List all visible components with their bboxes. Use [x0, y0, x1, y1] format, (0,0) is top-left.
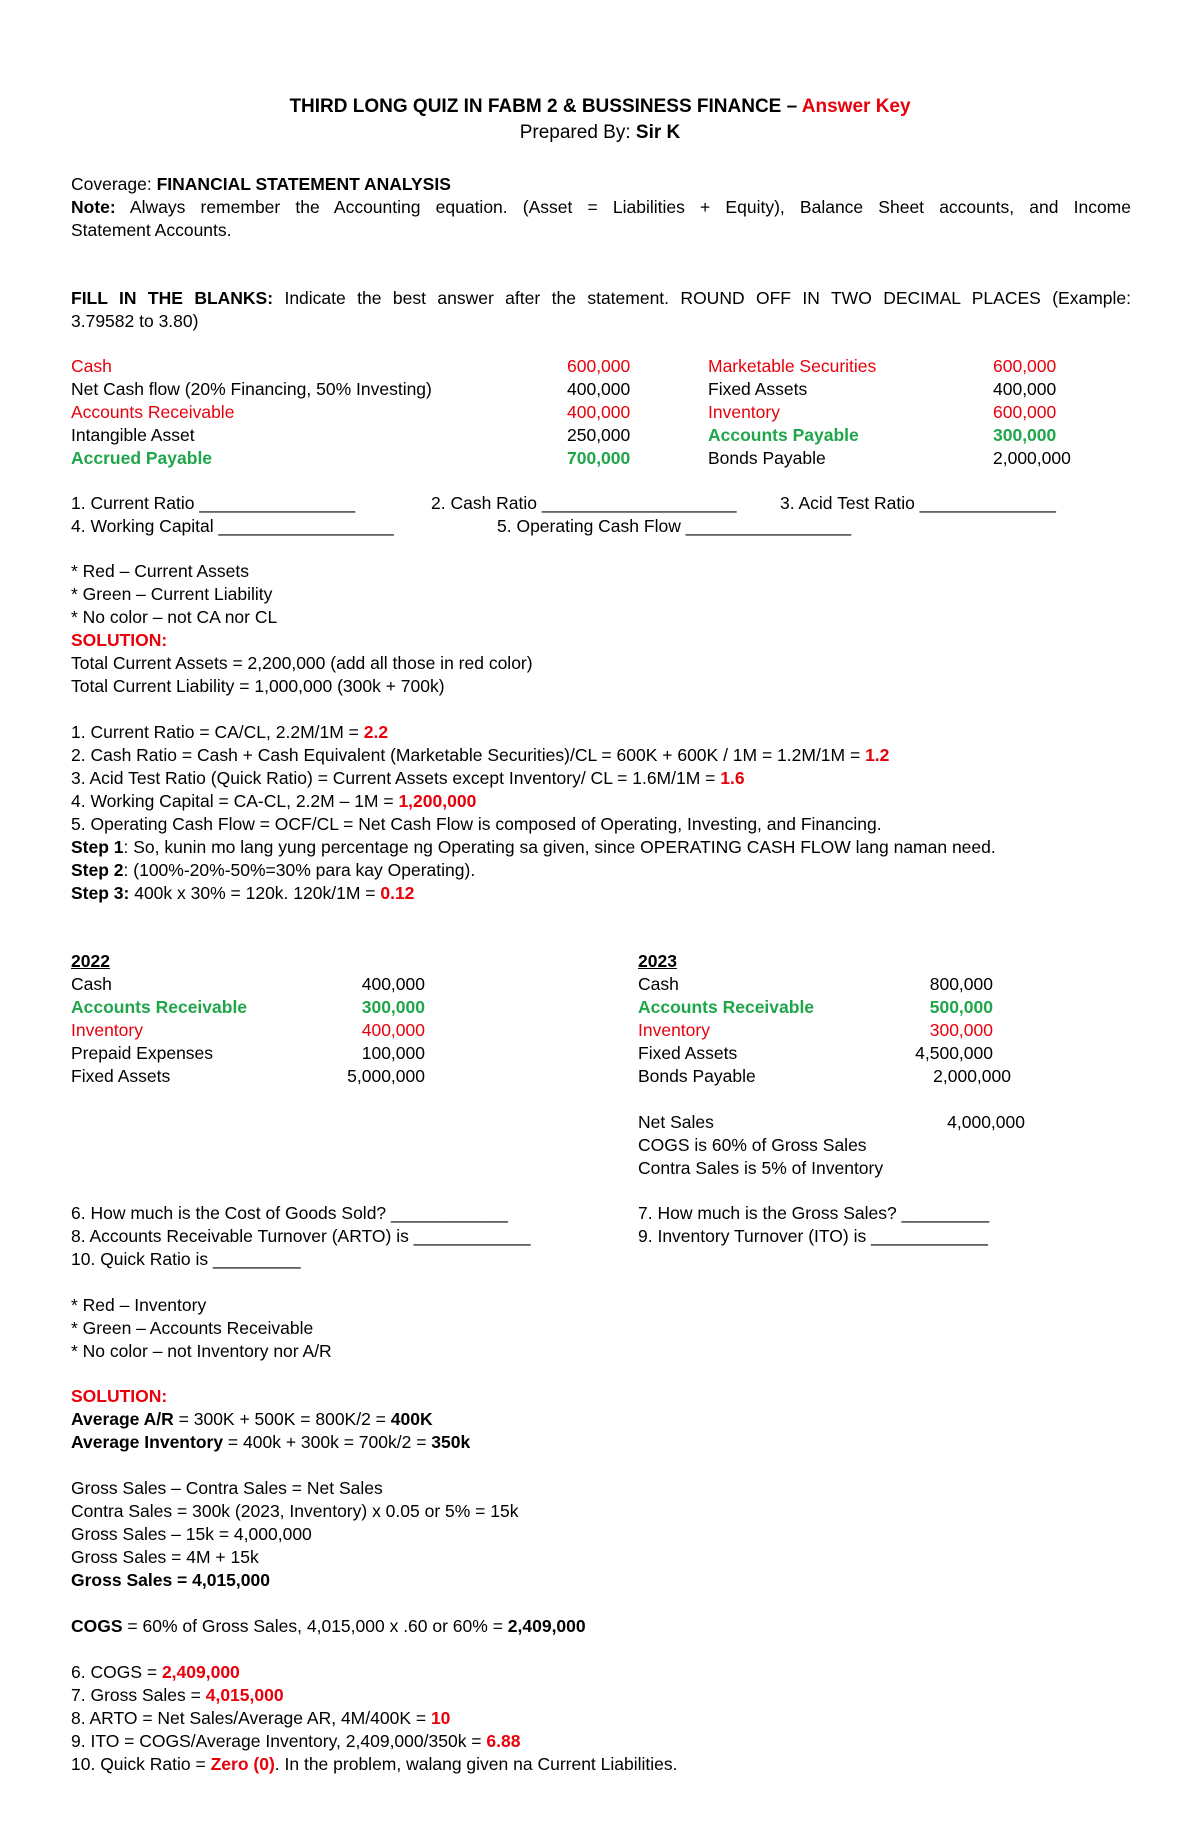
prepared-by: Prepared By: Sir K — [519, 122, 681, 143]
question-4: 4. Working Capital __________________ — [71, 516, 394, 536]
question-5: 5. Operating Cash Flow _________________ — [497, 516, 852, 536]
account-value: 400,000 — [567, 379, 631, 399]
account-name: Accrued Payable — [71, 448, 213, 468]
average-inventory: Average Inventory = 400k + 300k = 700k/2 = 350k — [71, 1432, 471, 1452]
account-value: 2,000,000 — [933, 1066, 1011, 1086]
account-value: 5,000,000 — [347, 1066, 425, 1086]
author-name: Sir K — [635, 122, 681, 143]
gross-sales-step: Contra Sales = 300k (2023, Inventory) x 0.05 or 5% = 15k — [71, 1501, 519, 1521]
account-name: Intangible Asset — [71, 425, 195, 445]
legend-item: * Green – Current Liability — [71, 584, 273, 604]
instructions-line-2: 3.79582 to 3.80) — [71, 311, 199, 331]
contra-note: Contra Sales is 5% of Inventory — [638, 1158, 884, 1178]
year-2022-label: 2022 — [71, 951, 110, 971]
answer-9: 9. ITO = COGS/Average Inventory, 2,409,000/350k = 6.88 — [71, 1731, 521, 1751]
total-current-assets: Total Current Assets = 2,200,000 (add all those in red color) — [71, 653, 533, 673]
answer-10: 10. Quick Ratio = Zero (0). In the problem, walang given na Current Liabilities. — [71, 1754, 678, 1774]
account-name: Accounts Payable — [708, 425, 859, 445]
cogs-computation: COGS = 60% of Gross Sales, 4,015,000 x .60 or 60% = 2,409,000 — [71, 1616, 586, 1636]
account-name: Cash — [71, 974, 112, 994]
gross-sales-step: Gross Sales = 4M + 15k — [71, 1547, 259, 1567]
legend-item: * Green – Accounts Receivable — [71, 1318, 314, 1338]
account-value: 400,000 — [993, 379, 1057, 399]
year-2023-label: 2023 — [638, 951, 677, 971]
answer-7: 7. Gross Sales = 4,015,000 — [71, 1685, 284, 1705]
total-current-liability: Total Current Liability = 1,000,000 (300k + 700k) — [71, 676, 445, 696]
account-value: 300,000 — [929, 1020, 993, 1040]
account-value: 700,000 — [567, 448, 631, 468]
step-1: Step 1: So, kunin mo lang yung percentage ng Operating sa given, since OPERATING CASH FLOW lang naman need. — [71, 837, 996, 857]
account-name: Cash — [71, 356, 112, 376]
question-9: 9. Inventory Turnover (ITO) is ____________ — [638, 1226, 988, 1246]
note-line-2: Statement Accounts. — [71, 220, 232, 240]
instructions-line-1: FILL IN THE BLANKS: Indicate the best answer after the statement. ROUND OFF IN TWO DECIMAL PLACES (Example: — [71, 288, 1131, 308]
account-name: Accounts Receivable — [71, 402, 235, 422]
account-name: Marketable Securities — [708, 356, 877, 376]
question-3: 3. Acid Test Ratio ______________ — [780, 493, 1057, 513]
answer-5: 5. Operating Cash Flow = OCF/CL = Net Cash Flow is composed of Operating, Investing, and Financing. — [71, 814, 882, 834]
account-name: Inventory — [708, 402, 780, 422]
account-name: Fixed Assets — [71, 1066, 171, 1086]
step-3: Step 3: 400k x 30% = 120k. 120k/1M = 0.12 — [71, 883, 415, 903]
legend-item: * Red – Inventory — [71, 1295, 207, 1315]
account-name: Fixed Assets — [638, 1043, 738, 1063]
question-8: 8. Accounts Receivable Turnover (ARTO) is ____________ — [71, 1226, 531, 1246]
note-line-1: Note: Always remember the Accounting equation. (Asset = Liabilities + Equity), Balance Sheet accounts, and Income — [71, 197, 1131, 217]
account-name: Inventory — [71, 1020, 143, 1040]
page-title: THIRD LONG QUIZ IN FABM 2 & BUSSINESS FINANCE – Answer Key — [289, 96, 911, 117]
account-name: Accounts Receivable — [638, 997, 815, 1017]
account-name: Bonds Payable — [638, 1066, 756, 1086]
account-name: Inventory — [638, 1020, 710, 1040]
gross-sales-step: Gross Sales – 15k = 4,000,000 — [71, 1524, 312, 1544]
legend-item: * No color – not Inventory nor A/R — [71, 1341, 332, 1361]
question-1: 1. Current Ratio ________________ — [71, 493, 356, 513]
average-ar: Average A/R = 300K + 500K = 800K/2 = 400K — [71, 1409, 433, 1429]
account-value: 100,000 — [361, 1043, 425, 1063]
legend-item: * No color – not CA nor CL — [71, 607, 278, 627]
answer-key-label: Answer Key — [801, 96, 911, 117]
legend-item: * Red – Current Assets — [71, 561, 249, 581]
account-value: 300,000 — [361, 997, 425, 1017]
account-value: 400,000 — [361, 974, 425, 994]
question-6: 6. How much is the Cost of Goods Sold? ____________ — [71, 1203, 508, 1223]
account-value: 600,000 — [567, 356, 631, 376]
account-value: 400,000 — [567, 402, 631, 422]
gross-sales-result: Gross Sales = 4,015,000 — [71, 1570, 270, 1590]
answer-3: 3. Acid Test Ratio (Quick Ratio) = Current Assets except Inventory/ CL = 1.6M/1M = 1.6 — [71, 768, 745, 788]
gross-sales-step: Gross Sales – Contra Sales = Net Sales — [71, 1478, 383, 1498]
net-sales-value: 4,000,000 — [947, 1112, 1025, 1132]
account-value: 250,000 — [567, 425, 631, 445]
answer-6: 6. COGS = 2,409,000 — [71, 1662, 240, 1682]
account-name: Prepaid Expenses — [71, 1043, 214, 1063]
coverage: Coverage: FINANCIAL STATEMENT ANALYSIS — [71, 174, 451, 194]
account-name: Net Cash flow (20% Financing, 50% Investing) — [71, 379, 432, 399]
account-value: 400,000 — [361, 1020, 425, 1040]
account-value: 4,500,000 — [915, 1043, 993, 1063]
account-value: 600,000 — [993, 402, 1057, 422]
account-value: 500,000 — [929, 997, 993, 1017]
solution-label: SOLUTION: — [71, 630, 168, 650]
question-10: 10. Quick Ratio is _________ — [71, 1249, 301, 1269]
answer-2: 2. Cash Ratio = Cash + Cash Equivalent (Marketable Securities)/CL = 600K + 600K / 1M = 1.2M/1M = 1.2 — [71, 745, 890, 765]
account-name: Fixed Assets — [708, 379, 808, 399]
account-name: Accounts Receivable — [71, 997, 248, 1017]
question-7: 7. How much is the Gross Sales? _________ — [638, 1203, 990, 1223]
account-name: Bonds Payable — [708, 448, 826, 468]
step-2: Step 2: (100%-20%-50%=30% para kay Operating). — [71, 860, 476, 880]
answer-1: 1. Current Ratio = CA/CL, 2.2M/1M = 2.2 — [71, 722, 389, 742]
account-value: 300,000 — [993, 425, 1057, 445]
net-sales-label: Net Sales — [638, 1112, 714, 1132]
answer-8: 8. ARTO = Net Sales/Average AR, 4M/400K = 10 — [71, 1708, 451, 1728]
cogs-note: COGS is 60% of Gross Sales — [638, 1135, 867, 1155]
answer-4: 4. Working Capital = CA-CL, 2.2M – 1M = 1,200,000 — [71, 791, 477, 811]
account-name: Cash — [638, 974, 679, 994]
account-value: 2,000,000 — [993, 448, 1071, 468]
question-2: 2. Cash Ratio ____________________ — [431, 493, 737, 513]
account-value: 600,000 — [993, 356, 1057, 376]
account-value: 800,000 — [929, 974, 993, 994]
solution-label: SOLUTION: — [71, 1386, 168, 1406]
